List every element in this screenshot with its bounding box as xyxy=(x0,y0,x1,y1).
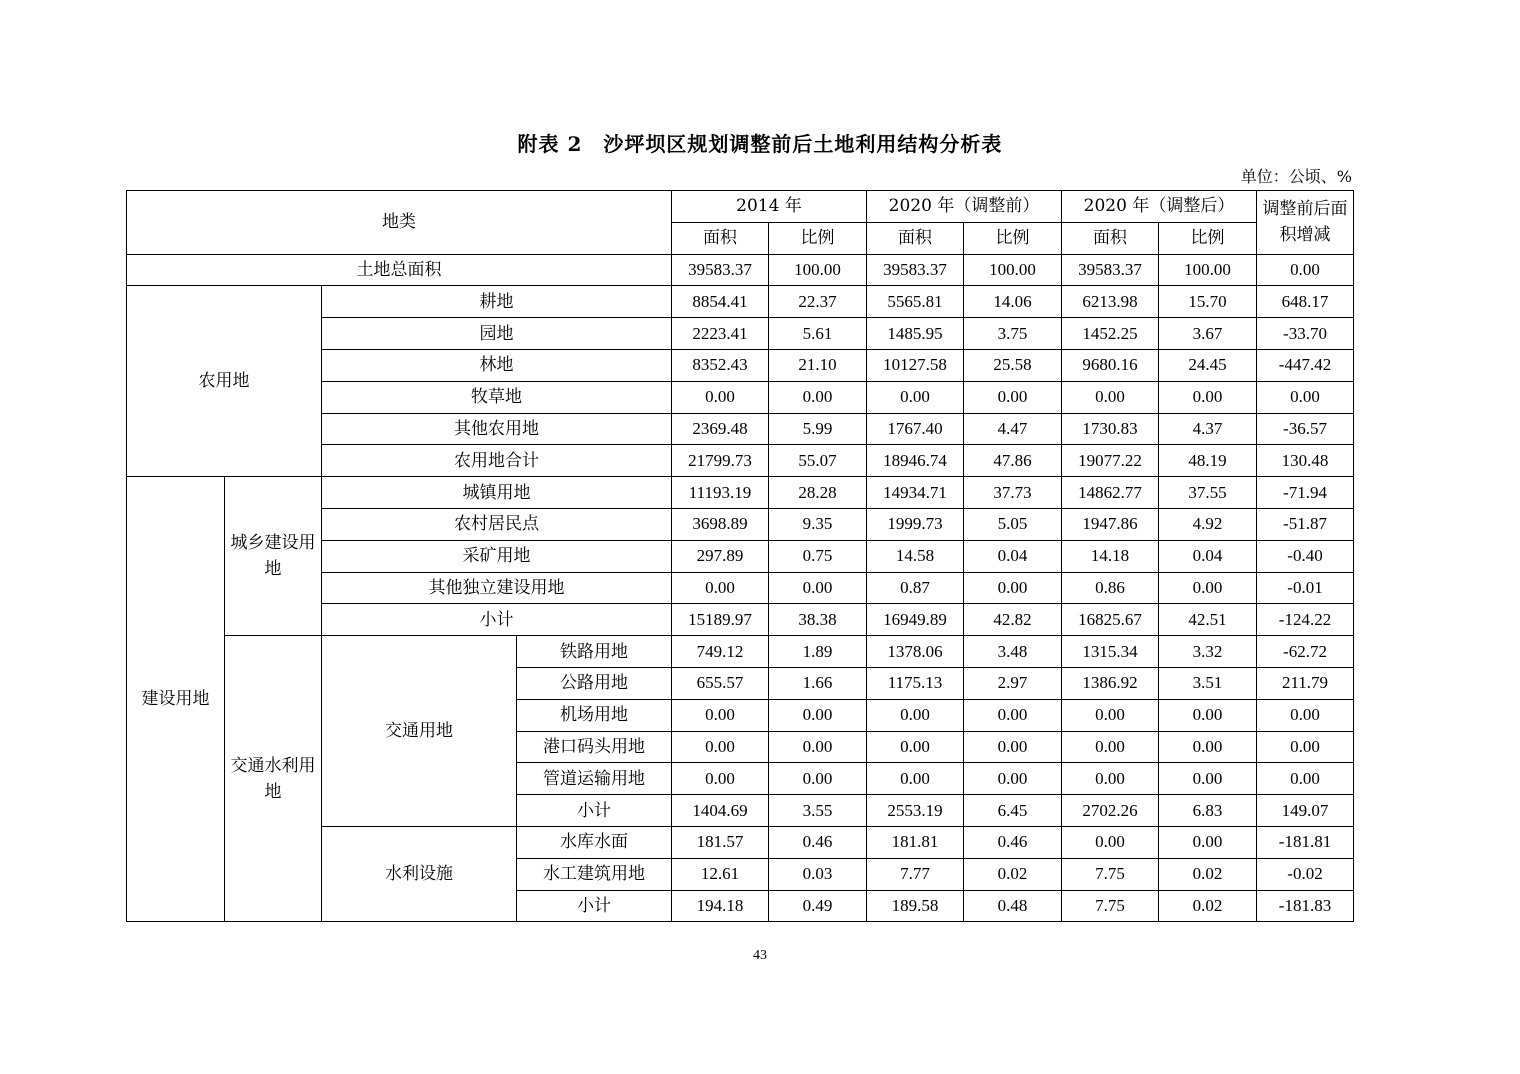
row-label: 其他独立建设用地 xyxy=(322,572,672,604)
value-cell: 0.00 xyxy=(1062,699,1159,731)
value-cell: 9.35 xyxy=(769,508,867,540)
value-cell: 0.00 xyxy=(867,699,964,731)
value-cell: 0.00 xyxy=(1062,381,1159,413)
value-cell: 100.00 xyxy=(1159,254,1257,286)
value-cell: 0.00 xyxy=(672,381,769,413)
table-row xyxy=(127,636,1354,668)
value-cell: 0.00 xyxy=(964,731,1062,763)
group-label: 水利设施 xyxy=(322,826,517,921)
value-cell: 4.37 xyxy=(1159,413,1257,445)
value-cell: 21799.73 xyxy=(672,445,769,477)
row-label: 城镇用地 xyxy=(322,477,672,509)
value-cell: 0.00 xyxy=(1159,826,1257,858)
value-cell: 0.00 xyxy=(964,572,1062,604)
value-cell: 1386.92 xyxy=(1062,667,1159,699)
value-cell: 0.00 xyxy=(1257,731,1354,763)
value-cell: 8854.41 xyxy=(672,286,769,318)
value-cell: 19077.22 xyxy=(1062,445,1159,477)
value-cell: 0.00 xyxy=(1257,254,1354,286)
value-cell: 297.89 xyxy=(672,540,769,572)
row-label: 农用地合计 xyxy=(322,445,672,477)
group-label: 城乡建设用地 xyxy=(225,477,322,636)
value-cell: 14.18 xyxy=(1062,540,1159,572)
value-cell: 0.00 xyxy=(672,699,769,731)
value-cell: 6213.98 xyxy=(1062,286,1159,318)
unit-note: 单位：公顷、% xyxy=(1240,167,1352,186)
value-cell: -33.70 xyxy=(1257,318,1354,350)
table-row xyxy=(127,477,1354,509)
value-cell: 16825.67 xyxy=(1062,604,1159,636)
value-cell: 1767.40 xyxy=(867,413,964,445)
value-cell: 1175.13 xyxy=(867,667,964,699)
value-cell: 38.38 xyxy=(769,604,867,636)
value-cell: 39583.37 xyxy=(867,254,964,286)
value-cell: 1730.83 xyxy=(1062,413,1159,445)
value-cell: 0.00 xyxy=(1159,381,1257,413)
value-cell: 0.00 xyxy=(964,381,1062,413)
value-cell: 0.00 xyxy=(769,731,867,763)
value-cell: 3.55 xyxy=(769,795,867,827)
value-cell: 0.46 xyxy=(964,826,1062,858)
value-cell: 1404.69 xyxy=(672,795,769,827)
value-cell: 1452.25 xyxy=(1062,318,1159,350)
subheader-area: 面积 xyxy=(672,222,769,254)
value-cell: -51.87 xyxy=(1257,508,1354,540)
value-cell: 48.19 xyxy=(1159,445,1257,477)
subheader-ratio: 比例 xyxy=(769,222,867,254)
table-row xyxy=(127,286,1354,318)
value-cell: -181.83 xyxy=(1257,890,1354,922)
value-cell: 0.04 xyxy=(1159,540,1257,572)
value-cell: 3.48 xyxy=(964,636,1062,668)
subheader-area: 面积 xyxy=(867,222,964,254)
value-cell: 10127.58 xyxy=(867,349,964,381)
value-cell: 0.48 xyxy=(964,890,1062,922)
value-cell: 2369.48 xyxy=(672,413,769,445)
value-cell: 15189.97 xyxy=(672,604,769,636)
value-cell: 4.47 xyxy=(964,413,1062,445)
value-cell: 0.00 xyxy=(964,699,1062,731)
row-label: 小计 xyxy=(517,795,672,827)
value-cell: 3.32 xyxy=(1159,636,1257,668)
value-cell: 16949.89 xyxy=(867,604,964,636)
group-label: 交通用地 xyxy=(322,636,517,827)
value-cell: 5565.81 xyxy=(867,286,964,318)
subheader-area: 面积 xyxy=(1062,222,1159,254)
value-cell: 5.99 xyxy=(769,413,867,445)
value-cell: -71.94 xyxy=(1257,477,1354,509)
table-row xyxy=(127,254,1354,286)
value-cell: -36.57 xyxy=(1257,413,1354,445)
value-cell: 14.58 xyxy=(867,540,964,572)
row-label: 林地 xyxy=(322,349,672,381)
row-label: 耕地 xyxy=(322,286,672,318)
row-label: 港口码头用地 xyxy=(517,731,672,763)
value-cell: 5.61 xyxy=(769,318,867,350)
value-cell: 0.00 xyxy=(1062,731,1159,763)
value-cell: 0.00 xyxy=(867,763,964,795)
value-cell: 211.79 xyxy=(1257,667,1354,699)
value-cell: 0.00 xyxy=(769,381,867,413)
row-label: 水工建筑用地 xyxy=(517,858,672,890)
header-2020-before: 2020 年（调整前） xyxy=(867,191,1062,223)
value-cell: 0.00 xyxy=(867,381,964,413)
value-cell: 0.49 xyxy=(769,890,867,922)
value-cell: 2223.41 xyxy=(672,318,769,350)
value-cell: 0.02 xyxy=(1159,858,1257,890)
value-cell: 18946.74 xyxy=(867,445,964,477)
value-cell: 1999.73 xyxy=(867,508,964,540)
value-cell: -447.42 xyxy=(1257,349,1354,381)
value-cell: 749.12 xyxy=(672,636,769,668)
value-cell: 9680.16 xyxy=(1062,349,1159,381)
value-cell: 3698.89 xyxy=(672,508,769,540)
value-cell: 0.00 xyxy=(1257,699,1354,731)
value-cell: 0.00 xyxy=(1159,572,1257,604)
value-cell: 14934.71 xyxy=(867,477,964,509)
value-cell: 25.58 xyxy=(964,349,1062,381)
value-cell: 181.57 xyxy=(672,826,769,858)
value-cell: 7.75 xyxy=(1062,858,1159,890)
value-cell: 1947.86 xyxy=(1062,508,1159,540)
value-cell: 8352.43 xyxy=(672,349,769,381)
value-cell: 1.89 xyxy=(769,636,867,668)
value-cell: 24.45 xyxy=(1159,349,1257,381)
value-cell: 39583.37 xyxy=(672,254,769,286)
value-cell: 3.75 xyxy=(964,318,1062,350)
value-cell: 12.61 xyxy=(672,858,769,890)
row-label: 机场用地 xyxy=(517,699,672,731)
row-label: 小计 xyxy=(322,604,672,636)
group-label: 建设用地 xyxy=(127,477,225,922)
value-cell: 0.00 xyxy=(1159,731,1257,763)
value-cell: 655.57 xyxy=(672,667,769,699)
header-2014: 2014 年 xyxy=(672,191,867,223)
value-cell: 5.05 xyxy=(964,508,1062,540)
value-cell: 0.00 xyxy=(1257,381,1354,413)
value-cell: 6.45 xyxy=(964,795,1062,827)
value-cell: 189.58 xyxy=(867,890,964,922)
value-cell: 7.75 xyxy=(1062,890,1159,922)
row-label: 其他农用地 xyxy=(322,413,672,445)
value-cell: 42.51 xyxy=(1159,604,1257,636)
header-2020-after: 2020 年（调整后） xyxy=(1062,191,1257,223)
value-cell: 0.00 xyxy=(672,731,769,763)
value-cell: 0.02 xyxy=(964,858,1062,890)
value-cell: 0.75 xyxy=(769,540,867,572)
value-cell: 15.70 xyxy=(1159,286,1257,318)
value-cell: 2553.19 xyxy=(867,795,964,827)
value-cell: 648.17 xyxy=(1257,286,1354,318)
table-title: 附表 2 沙坪坝区规划调整前后土地利用结构分析表 xyxy=(517,132,1003,156)
value-cell: 11193.19 xyxy=(672,477,769,509)
value-cell: 0.00 xyxy=(769,763,867,795)
value-cell: 4.92 xyxy=(1159,508,1257,540)
value-cell: 0.86 xyxy=(1062,572,1159,604)
value-cell: 130.48 xyxy=(1257,445,1354,477)
value-cell: 14862.77 xyxy=(1062,477,1159,509)
value-cell: 100.00 xyxy=(769,254,867,286)
group-label: 农用地 xyxy=(127,286,322,477)
value-cell: 1315.34 xyxy=(1062,636,1159,668)
row-label: 采矿用地 xyxy=(322,540,672,572)
value-cell: 37.73 xyxy=(964,477,1062,509)
page-number: 43 xyxy=(753,948,767,963)
value-cell: 0.00 xyxy=(1159,699,1257,731)
value-cell: 1485.95 xyxy=(867,318,964,350)
value-cell: 149.07 xyxy=(1257,795,1354,827)
value-cell: 0.00 xyxy=(1062,826,1159,858)
subheader-ratio: 比例 xyxy=(964,222,1062,254)
row-label: 牧草地 xyxy=(322,381,672,413)
value-cell: 3.51 xyxy=(1159,667,1257,699)
row-label: 土地总面积 xyxy=(127,254,672,286)
value-cell: 0.00 xyxy=(964,763,1062,795)
value-cell: 7.77 xyxy=(867,858,964,890)
group-label: 交通水利用地 xyxy=(225,636,322,922)
value-cell: 55.07 xyxy=(769,445,867,477)
value-cell: -0.01 xyxy=(1257,572,1354,604)
value-cell: 0.00 xyxy=(769,699,867,731)
value-cell: 2.97 xyxy=(964,667,1062,699)
value-cell: 194.18 xyxy=(672,890,769,922)
value-cell: 0.87 xyxy=(867,572,964,604)
row-label: 园地 xyxy=(322,318,672,350)
row-label: 农村居民点 xyxy=(322,508,672,540)
value-cell: 0.46 xyxy=(769,826,867,858)
header-category: 地类 xyxy=(127,191,672,255)
value-cell: -124.22 xyxy=(1257,604,1354,636)
row-label: 水库水面 xyxy=(517,826,672,858)
value-cell: 42.82 xyxy=(964,604,1062,636)
row-label: 铁路用地 xyxy=(517,636,672,668)
value-cell: 37.55 xyxy=(1159,477,1257,509)
row-label: 小计 xyxy=(517,890,672,922)
value-cell: 22.37 xyxy=(769,286,867,318)
value-cell: 1378.06 xyxy=(867,636,964,668)
value-cell: 0.00 xyxy=(1257,763,1354,795)
value-cell: 0.00 xyxy=(1062,763,1159,795)
value-cell: 0.00 xyxy=(672,572,769,604)
value-cell: 2702.26 xyxy=(1062,795,1159,827)
row-label: 管道运输用地 xyxy=(517,763,672,795)
subheader-ratio: 比例 xyxy=(1159,222,1257,254)
row-label: 公路用地 xyxy=(517,667,672,699)
value-cell: 14.06 xyxy=(964,286,1062,318)
value-cell: 0.03 xyxy=(769,858,867,890)
value-cell: 39583.37 xyxy=(1062,254,1159,286)
value-cell: 0.04 xyxy=(964,540,1062,572)
value-cell: -0.40 xyxy=(1257,540,1354,572)
value-cell: 3.67 xyxy=(1159,318,1257,350)
value-cell: 21.10 xyxy=(769,349,867,381)
value-cell: 1.66 xyxy=(769,667,867,699)
value-cell: 0.00 xyxy=(672,763,769,795)
value-cell: 0.00 xyxy=(867,731,964,763)
header-change: 调整前后面积增减 xyxy=(1257,191,1354,255)
value-cell: -62.72 xyxy=(1257,636,1354,668)
land-use-table xyxy=(126,190,1354,922)
value-cell: 181.81 xyxy=(867,826,964,858)
value-cell: -0.02 xyxy=(1257,858,1354,890)
value-cell: -181.81 xyxy=(1257,826,1354,858)
value-cell: 100.00 xyxy=(964,254,1062,286)
value-cell: 6.83 xyxy=(1159,795,1257,827)
value-cell: 0.02 xyxy=(1159,890,1257,922)
value-cell: 0.00 xyxy=(769,572,867,604)
value-cell: 28.28 xyxy=(769,477,867,509)
value-cell: 0.00 xyxy=(1159,763,1257,795)
value-cell: 47.86 xyxy=(964,445,1062,477)
header-row xyxy=(127,191,1354,223)
